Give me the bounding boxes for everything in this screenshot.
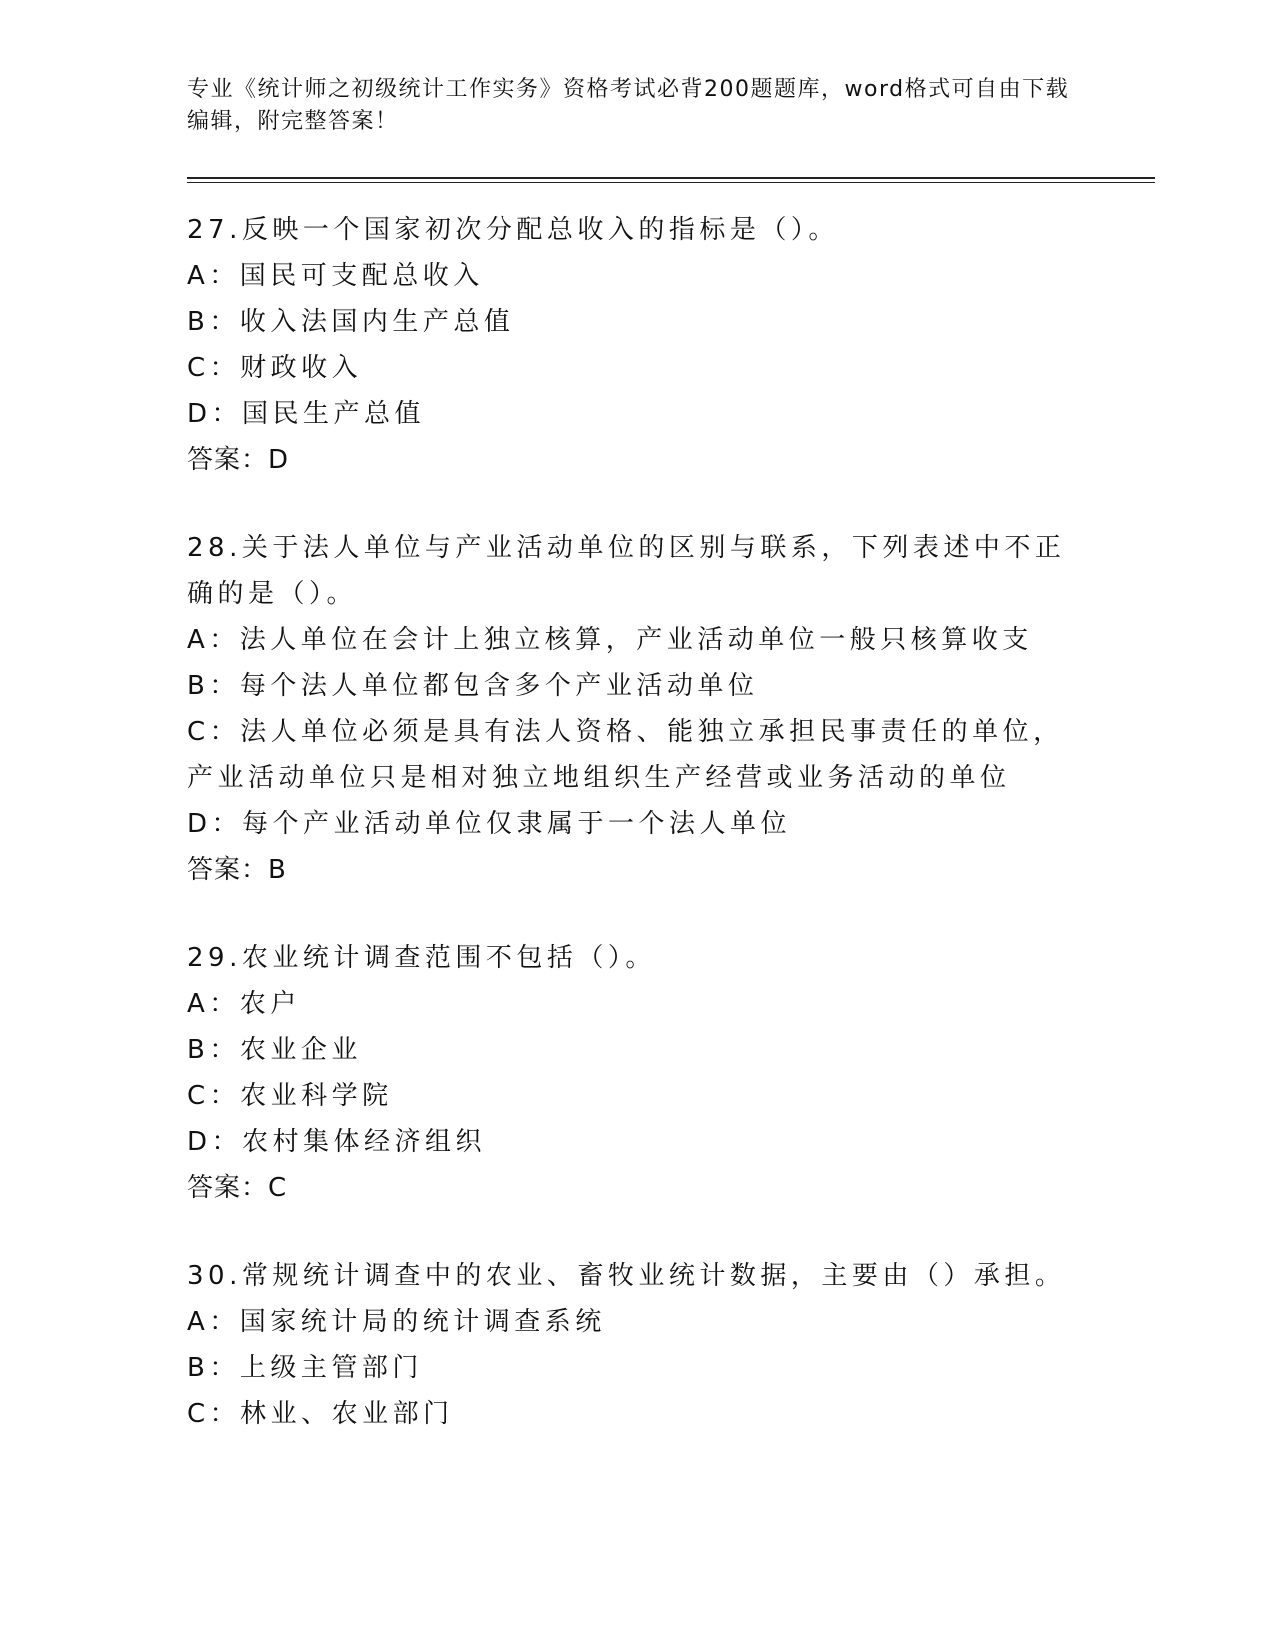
answer-text: 答案：B xyxy=(187,855,287,885)
option-d: D：国民生产总值 xyxy=(187,399,426,429)
question-29 xyxy=(187,935,1087,1211)
question-stem: 29.农业统计调查范围不包括（）。 xyxy=(187,943,656,973)
option-b: B：上级主管部门 xyxy=(187,1353,423,1383)
question-27 xyxy=(187,207,1087,483)
option-a: A：农户 xyxy=(187,989,301,1019)
option-c: C：法人单位必须是具有法人资格、能独立承担民事责任的单位，产业活动单位只是相对独立地组织生产经营或业务活动的单位 xyxy=(187,717,1064,793)
answer-text: 答案：D xyxy=(187,445,290,475)
question-stem: 30.常规统计调查中的农业、畜牧业统计数据，主要由（）承担。 xyxy=(187,1261,1066,1291)
document-header: 专业《统计师之初级统计工作实务》资格考试必背200题题库，word格式可自由下载编辑，附完整答案！ xyxy=(187,77,1070,134)
question-list xyxy=(187,207,1087,1479)
question-stem: 28.关于法人单位与产业活动单位的区别与联系，下列表述中不正确的是（）。 xyxy=(187,533,1066,609)
answer-text: 答案：C xyxy=(187,1173,288,1203)
option-a: A：国民可支配总收入 xyxy=(187,261,484,291)
header-divider-bottom xyxy=(187,182,1155,183)
option-a: A：法人单位在会计上独立核算，产业活动单位一般只核算收支 xyxy=(187,625,1033,655)
option-c: C：农业科学院 xyxy=(187,1081,393,1111)
option-d: D：每个产业活动单位仅隶属于一个法人单位 xyxy=(187,809,792,839)
option-b: B：收入法国内生产总值 xyxy=(187,307,515,337)
option-c: C：财政收入 xyxy=(187,353,363,383)
option-b: B：每个法人单位都包含多个产业活动单位 xyxy=(187,671,759,701)
option-c: C：林业、农业部门 xyxy=(187,1399,454,1429)
option-d: D：农村集体经济组织 xyxy=(187,1127,487,1157)
header-divider-top xyxy=(187,177,1155,179)
option-b: B：农业企业 xyxy=(187,1035,362,1065)
question-28 xyxy=(187,525,1087,893)
question-stem: 27.反映一个国家初次分配总收入的指标是（）。 xyxy=(187,215,839,245)
question-30 xyxy=(187,1253,1087,1437)
option-a: A：国家统计局的统计调查系统 xyxy=(187,1307,606,1337)
